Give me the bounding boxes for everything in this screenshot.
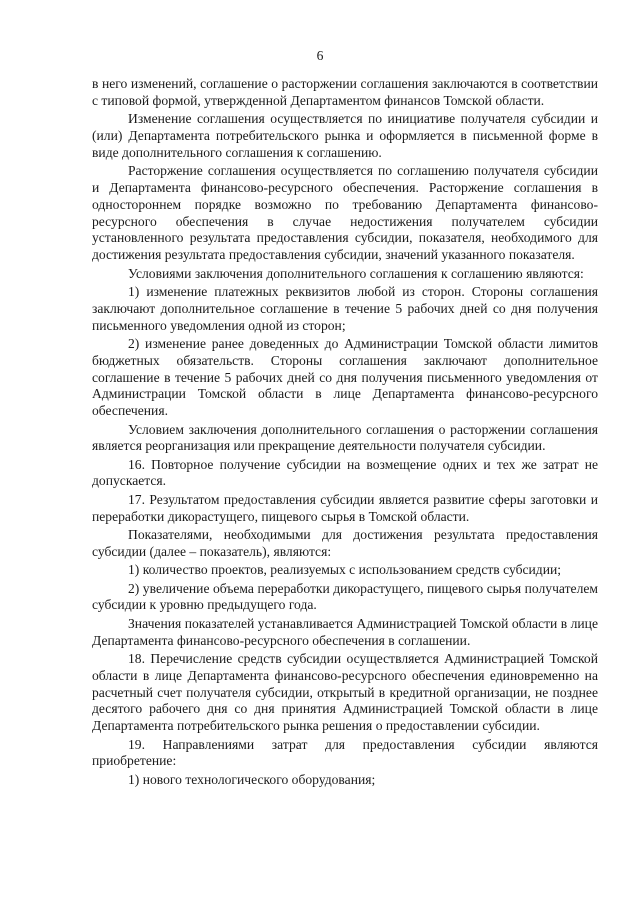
paragraph-clause-19: 19. Направлениями затрат для предоставления субсидии являются приобретение: xyxy=(92,736,598,769)
paragraph-agreement-change: Изменение соглашения осуществляется по инициативе получателя субсидии и (или) Департамента потребительского рынка и оформляется в письменной форме в виде дополнительного соглашения к соглашению. xyxy=(92,111,598,160)
list-item-equipment: 1) нового технологического оборудования; xyxy=(128,771,376,787)
page-number: 6 xyxy=(316,48,324,63)
paragraph-agreement-termination: Расторжение соглашения осуществляется по соглашению получателя субсидии и Департамента финансово-ресурсного обеспечения. Расторжение соглашения в одностороннем порядке возможно по требованию Департамента финансово-ресурсного обеспечения в случае недостижения получателем субсидии установленного результата предоставления субсидии, показателя, необходимого для достижения результата предоставления субсидии, значений указанного показателя. xyxy=(92,163,598,263)
paragraph-clause-16: 16. Повторное получение субсидии на возмещение одних и тех же затрат не допускается. xyxy=(92,456,598,489)
document-body xyxy=(92,76,598,790)
paragraph-indicators: Показателями, необходимыми для достижения результата предоставления субсидии (далее – показатель), являются: xyxy=(92,527,598,559)
paragraph-clause-18: 18. Перечисление средств субсидии осуществляется Администрацией Томской области в лице Департамента финансово-ресурсного обеспечения единовременно на расчетный счет получателя субсидии, открытый в кредитной организации, не позднее десятого рабочего дня со дня принятия Администрацией Томской области в лице Департамента потребительского рынка решения о предоставлении субсидии. xyxy=(92,651,598,734)
list-item-budget-limits: 2) изменение ранее доведенных до Администрации Томской области лимитов бюджетных обязательств. Стороны соглашения заключают дополнительное соглашение в течение 5 рабочих дней со дня получения письменного уведомления от Администрации Томской области в лице Департамента финансово-ресурсного обеспечения. xyxy=(92,335,598,419)
list-item-processing-volume: 2) увеличение объема переработки дикорастущего, пищевого сырья получателем субсидии к уровню предыдущего года. xyxy=(92,580,598,613)
paragraph-termination-condition: Условием заключения дополнительного соглашения о расторжении соглашения является реорганизация или прекращение деятельности получателя субсидии. xyxy=(92,421,598,454)
paragraph-clause-17: 17. Результатом предоставления субсидии является развитие сферы заготовки и переработки дикорастущего, пищевого сырья в Томской области. xyxy=(92,491,598,524)
paragraph-supplementary-conditions: Условиями заключения дополнительного соглашения к соглашению являются: xyxy=(128,265,584,281)
list-item-project-count: 1) количество проектов, реализуемых с использованием средств субсидии; xyxy=(128,562,562,578)
paragraph-indicator-values: Значения показателей устанавливается Администрацией Томской области в лице Департамента финансово-ресурсного обеспечения в соглашении. xyxy=(92,615,598,648)
paragraph-continuation: в него изменений, соглашение о расторжении соглашения заключаются в соответствии с типовой формой, утвержденной Департаментом финансов Томской области. xyxy=(92,76,598,108)
list-item-payment-details: 1) изменение платежных реквизитов любой из сторон. Стороны соглашения заключают дополнительное соглашение в течение 5 рабочих дней со дня получения письменного уведомления одной из сторон; xyxy=(92,283,598,333)
